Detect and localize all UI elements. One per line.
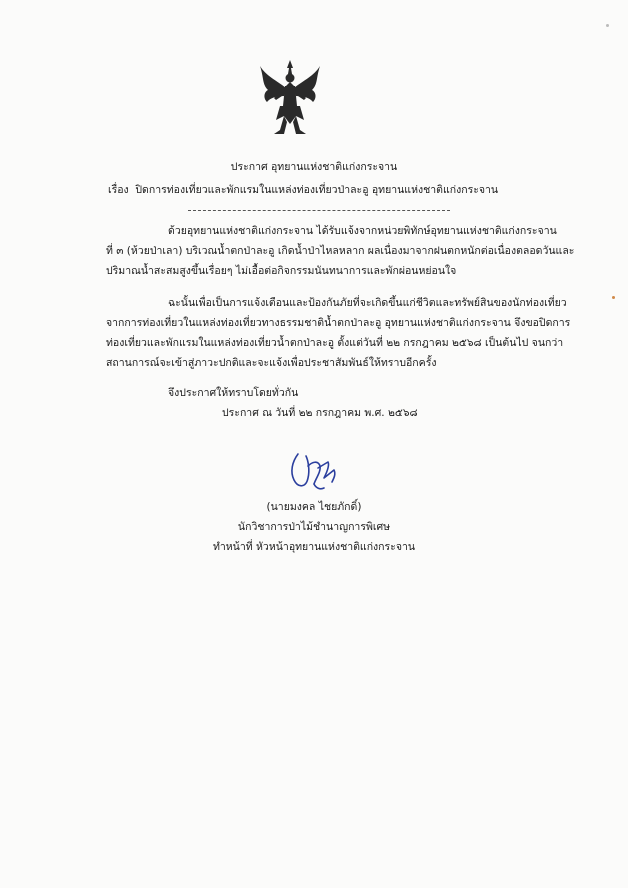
signatory-name: (นายมงคล ไชยภักดิ์) <box>266 501 362 513</box>
signatory-position: นักวิชาการป่าไม้ชำนาญการพิเศษ <box>237 521 391 533</box>
subject-line <box>108 183 498 197</box>
paragraph2-line: ฉะนั้นเพื่อเป็นการแจ้งเตือนและป้องกันภัยที่จะเกิดขึ้นแก่ชีวิตและทรัพย์สินของนักท่องเที่ยว <box>168 297 567 309</box>
paragraph2-line: จากการท่องเที่ยวในแหล่งท่องเที่ยวทางธรรมชาติน้ำตกป่าละอู อุทยานแห่งชาติแก่งกระจาน จึงขอปิดการ <box>106 317 571 329</box>
closing-line: จึงประกาศให้ทราบโดยทั่วกัน <box>168 387 299 399</box>
separator-line <box>188 210 450 211</box>
subject-text: ปิดการท่องเที่ยวและพักแรมในแหล่งท่องเที่ยวป่าละอู อุทยานแห่งชาติแก่งกระจาน <box>135 184 499 196</box>
paragraph2-line: สถานการณ์จะเข้าสู่ภาวะปกติและจะแจ้งเพื่อประชาสัมพันธ์ให้ทราบอีกครั้ง <box>106 357 437 369</box>
scan-speck <box>606 24 609 27</box>
scan-speck <box>612 296 615 299</box>
paragraph1-line: ด้วยอุทยานแห่งชาติแก่งกระจาน ได้รับแจ้งจากหน่วยพิทักษ์อุทยานแห่งชาติแก่งกระจาน <box>168 225 557 237</box>
paragraph2-line: ท่องเที่ยวและพักแรมในแหล่งท่องเที่ยวน้ำตกป่าละอู ตั้งแต่วันที่ ๒๒ กรกฎาคม ๒๕๖๘ เป็นต้นไป จนกว่า <box>106 337 564 349</box>
signatory-role: ทำหน้าที่ หัวหน้าอุทยานแห่งชาติแก่งกระจาน <box>212 541 416 553</box>
announcement-title: ประกาศ อุทยานแห่งชาติแก่งกระจาน <box>230 161 398 173</box>
signature-icon <box>284 448 348 496</box>
date-line: ประกาศ ณ วันที่ ๒๒ กรกฎาคม พ.ศ. ๒๕๖๘ <box>222 407 418 419</box>
garuda-emblem-icon <box>258 58 322 138</box>
subject-label: เรื่อง <box>108 184 129 196</box>
paragraph1-line: ปริมาณน้ำสะสมสูงขึ้นเรื่อยๆ ไม่เอื้อต่อกิจกรรมนันทนาการและพักผ่อนหย่อนใจ <box>106 265 457 277</box>
paragraph1-line: ที่ ๓ (ห้วยป่าเลา) บริเวณน้ำตกป่าละอู เกิดน้ำป่าไหลหลาก ผลเนื่องมาจากฝนตกหนักต่อเนื่องตลอดวันและ <box>106 245 575 257</box>
